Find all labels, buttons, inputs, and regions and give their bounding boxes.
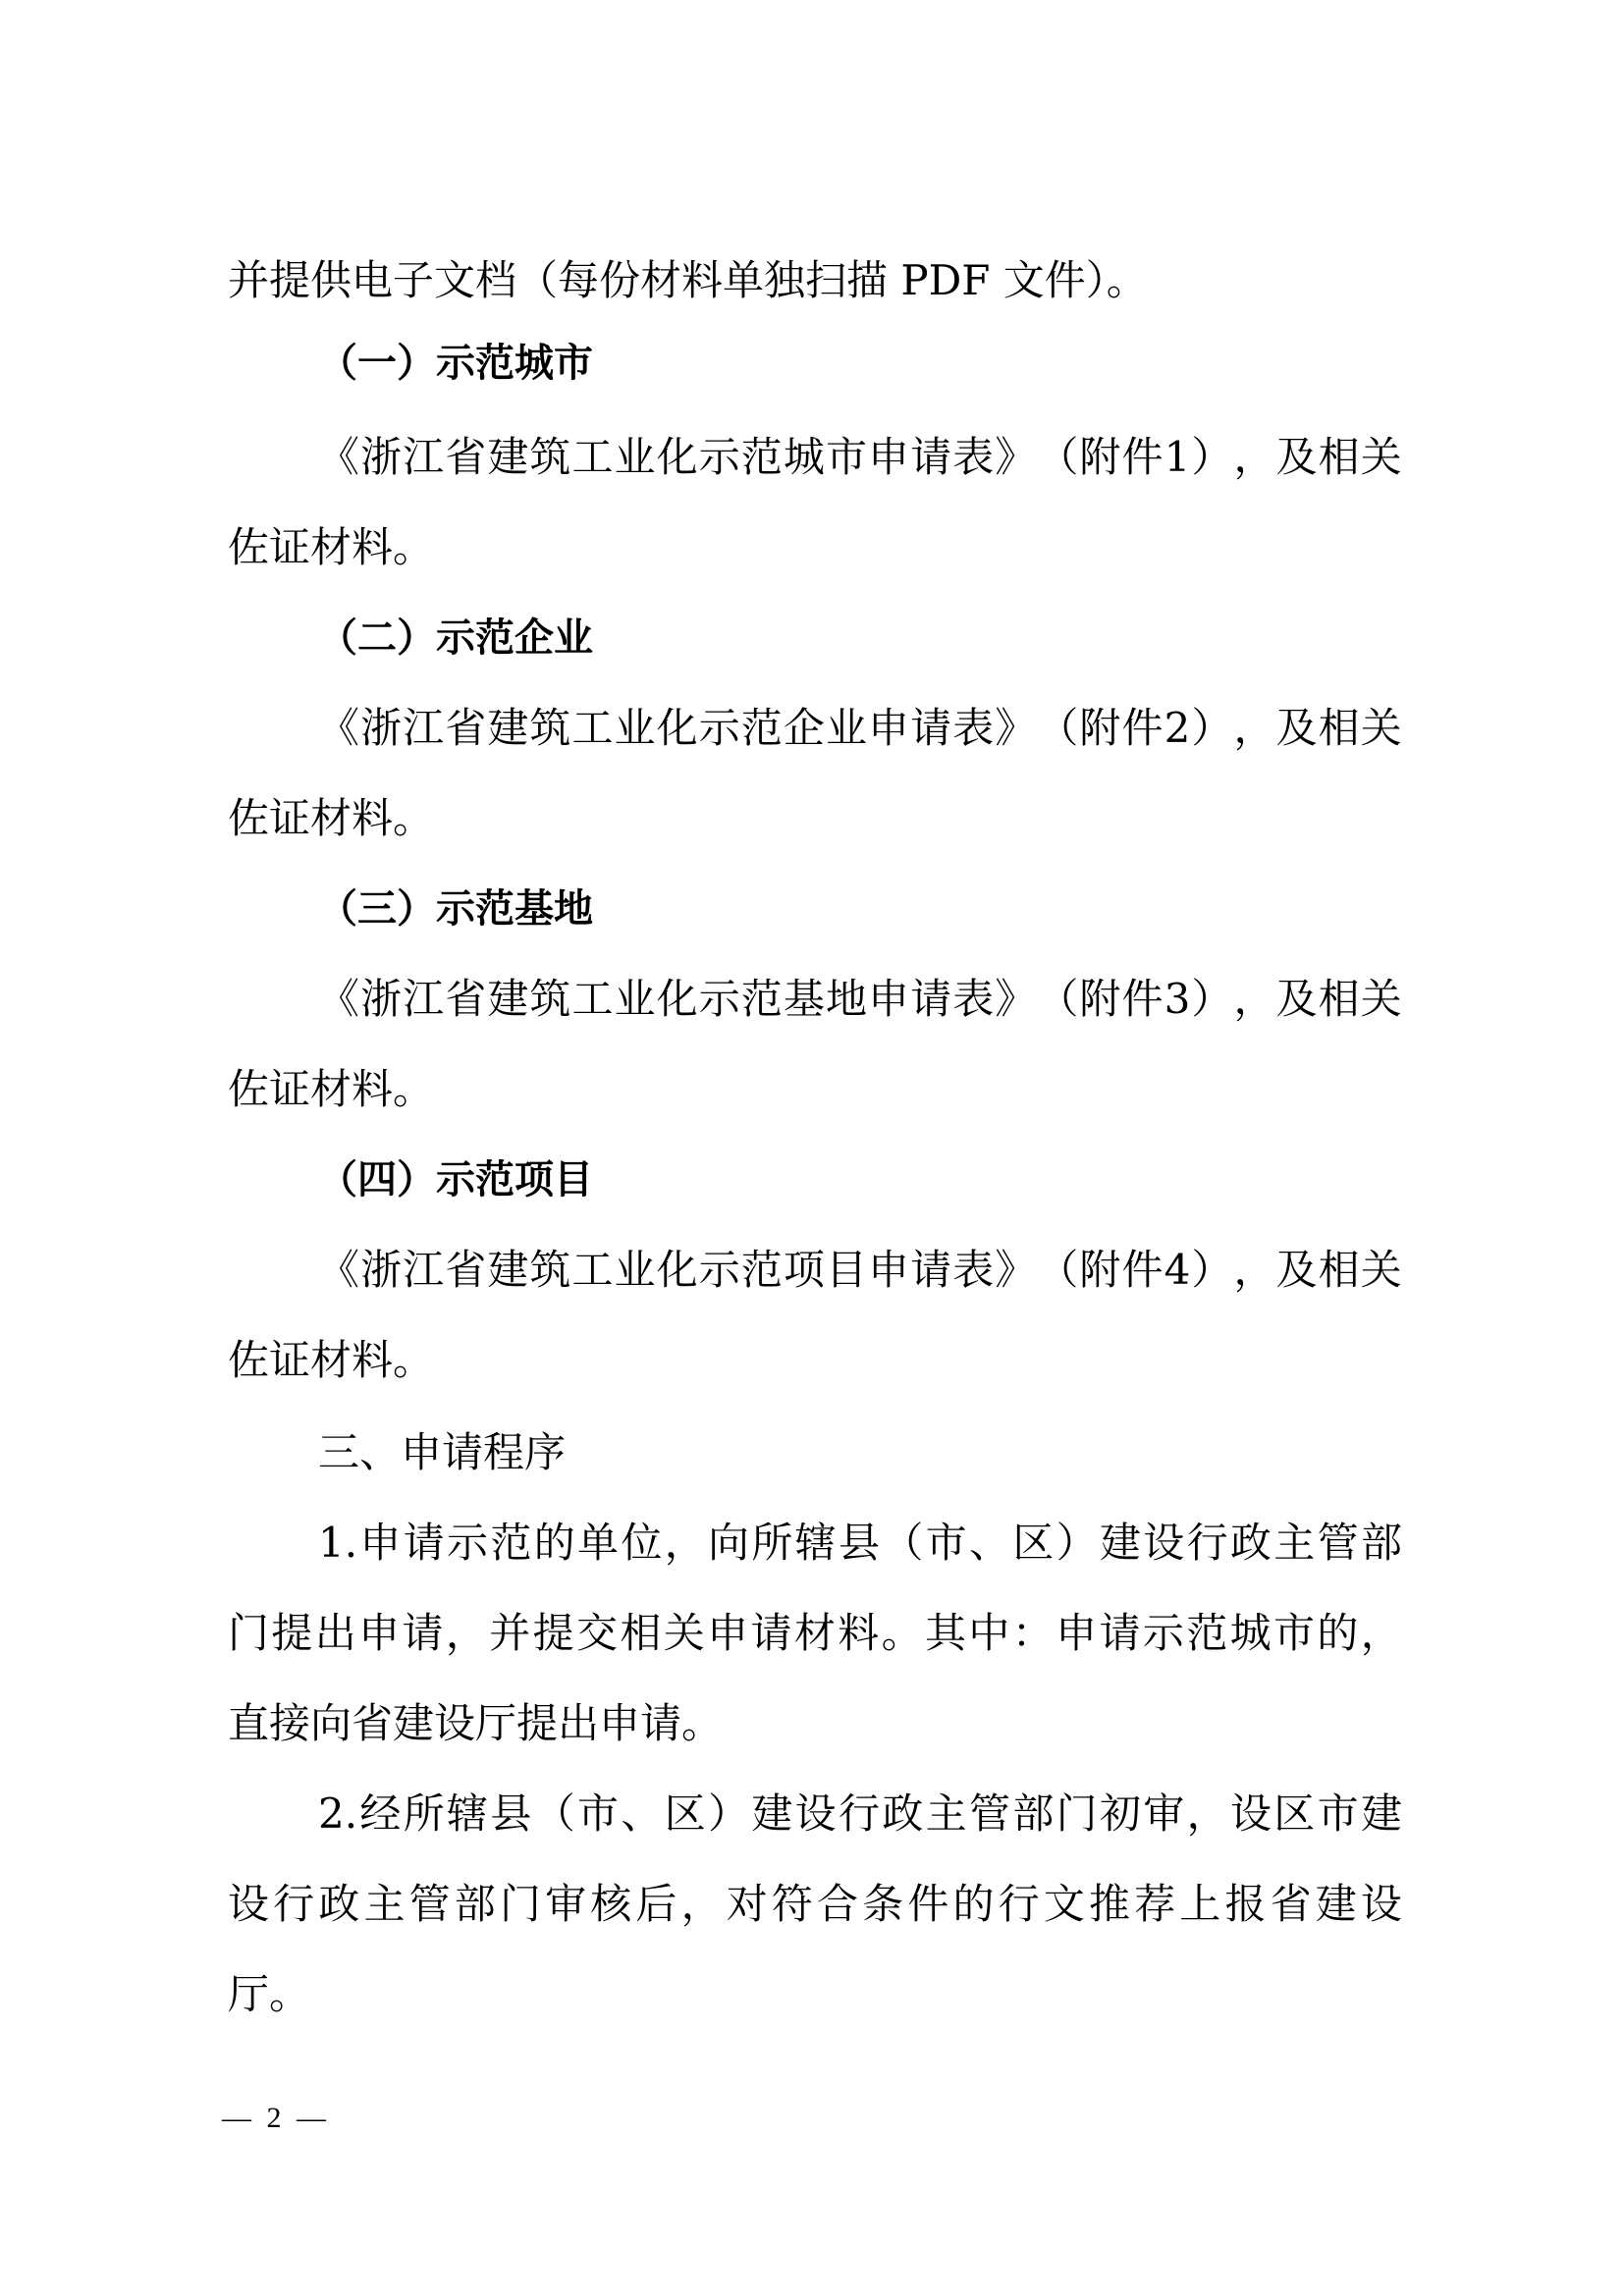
body-line: 佐证材料。 [228, 1336, 435, 1384]
chapter-heading-procedure: 三、申请程序 [318, 1428, 567, 1476]
body-line: 《 浙 江 省 建 筑 工 业 化 示 范 基 地 申 请 表 》 （ 附 件 3 ） ， 及 相 关 [318, 975, 1402, 1023]
section-heading-project: （四）示范项目 [318, 1157, 593, 1202]
body-line: 《 浙 江 省 建 筑 工 业 化 示 范 项 目 申 请 表 》 （ 附 件 4 ） ， 及 相 关 [318, 1246, 1402, 1294]
body-line: 厅。 [228, 1970, 311, 2018]
section-heading-enterprise: （二）示范企业 [318, 615, 593, 661]
section-heading-city: （一）示范城市 [318, 341, 593, 386]
body-line: 《 浙 江 省 建 筑 工 业 化 示 范 企 业 申 请 表 》 （ 附 件 2 ） ， 及 相 关 [318, 704, 1402, 752]
body-line: 佐证材料。 [228, 523, 435, 571]
body-line: 并提供电子文档（每份材料单独扫描 PDF 文件）。 [228, 256, 1148, 304]
body-line: 2. 经 所 辖 县 （ 市 、 区 ） 建 设 行 政 主 管 部 门 初 审 ， 设 区 市 建 [318, 1789, 1402, 1838]
body-line: 直接向省建设厅提出申请。 [228, 1699, 724, 1747]
page-number: — 2 — [222, 2102, 330, 2134]
body-line: 佐证材料。 [228, 794, 435, 842]
body-line: 1. 申 请 示 范 的 单 位 ， 向 所 辖 县 （ 市 、 区 ） 建 设 行 政 主 管 部 [318, 1519, 1402, 1567]
body-line: 佐证材料。 [228, 1065, 435, 1113]
body-line: 门 提 出 申 请 ， 并 提 交 相 关 申 请 材 料 。 其 中 ： 申 请 示 范 城 市 的 ， [228, 1609, 1402, 1657]
section-heading-base: （三）示范基地 [318, 886, 593, 932]
body-line: 《 浙 江 省 建 筑 工 业 化 示 范 城 市 申 请 表 》 （ 附 件 1 ） ， 及 相 关 [318, 433, 1402, 481]
body-line: 设 行 政 主 管 部 门 审 核 后 ， 对 符 合 条 件 的 行 文 推 荐 上 报 省 建 设 [228, 1880, 1402, 1928]
